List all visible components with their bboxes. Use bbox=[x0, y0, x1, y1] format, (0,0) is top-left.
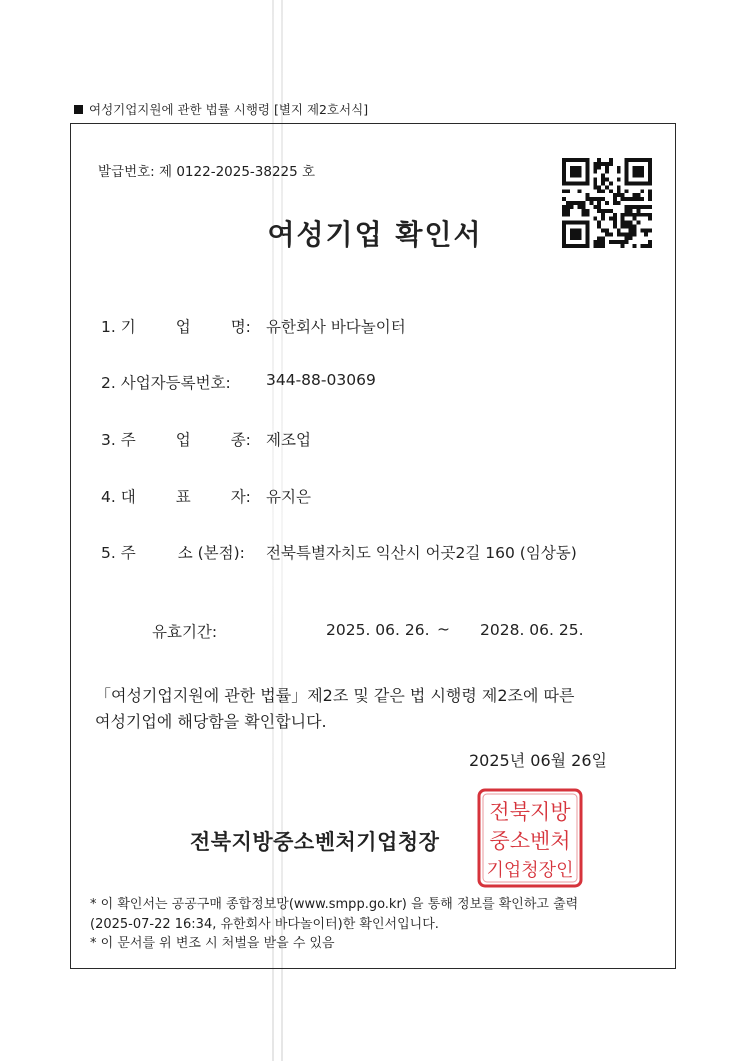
qr-module bbox=[574, 170, 578, 174]
qr-module bbox=[562, 174, 566, 178]
qr-module bbox=[617, 185, 621, 189]
qr-module bbox=[609, 189, 613, 193]
qr-module bbox=[597, 205, 601, 209]
document-title-text: 여성기업 확인서 bbox=[267, 218, 483, 251]
qr-module bbox=[605, 178, 609, 182]
qr-module bbox=[625, 162, 629, 166]
qr-module bbox=[601, 174, 605, 178]
qr-module bbox=[570, 158, 574, 162]
official-seal-icon bbox=[474, 786, 586, 890]
form-reference bbox=[74, 100, 368, 118]
qr-module bbox=[640, 174, 644, 178]
field-label-industry: 3. 주 업 종: bbox=[101, 431, 251, 449]
qr-module bbox=[613, 193, 617, 197]
qr-module bbox=[636, 170, 640, 174]
qr-module bbox=[636, 181, 640, 185]
qr-module bbox=[625, 158, 629, 162]
qr-module bbox=[636, 197, 640, 201]
field-value-company: 유한회사 바다놀이터 bbox=[266, 318, 406, 336]
qr-module bbox=[562, 170, 566, 174]
qr-module bbox=[597, 162, 601, 166]
qr-module bbox=[578, 205, 582, 209]
qr-module bbox=[621, 193, 625, 197]
issue-number: 발급번호: 제 0122-2025-38225 호 bbox=[98, 164, 316, 180]
qr-module bbox=[578, 166, 582, 170]
qr-module bbox=[562, 189, 566, 193]
qr-module bbox=[566, 158, 570, 162]
qr-module bbox=[605, 166, 609, 170]
field-value-industry: 제조업 bbox=[266, 431, 311, 449]
qr-module bbox=[574, 158, 578, 162]
validity-end: 2028. 06. 25. bbox=[480, 621, 584, 639]
qr-module bbox=[605, 185, 609, 189]
qr-module bbox=[640, 181, 644, 185]
qr-module bbox=[593, 170, 597, 174]
qr-module bbox=[640, 189, 644, 193]
qr-module bbox=[585, 197, 589, 201]
square-bullet-icon bbox=[74, 105, 83, 114]
qr-module bbox=[562, 197, 566, 201]
qr-module bbox=[562, 166, 566, 170]
qr-module bbox=[644, 181, 648, 185]
qr-module bbox=[566, 205, 570, 209]
qr-module bbox=[589, 197, 593, 201]
qr-module bbox=[597, 185, 601, 189]
qr-module bbox=[640, 170, 644, 174]
qr-module bbox=[593, 162, 597, 166]
seal-text-line-2: 중소벤처 bbox=[489, 829, 571, 853]
qr-module bbox=[605, 170, 609, 174]
qr-module bbox=[597, 189, 601, 193]
qr-module bbox=[613, 197, 617, 201]
qr-module bbox=[648, 166, 652, 170]
qr-module bbox=[648, 197, 652, 201]
qr-module bbox=[609, 158, 613, 162]
qr-module bbox=[632, 197, 636, 201]
qr-module bbox=[585, 166, 589, 170]
qr-module bbox=[625, 166, 629, 170]
statement-line-2: 여성기업에 해당함을 확인합니다. bbox=[95, 712, 327, 731]
qr-module bbox=[640, 197, 644, 201]
qr-module bbox=[632, 158, 636, 162]
qr-module bbox=[636, 205, 640, 209]
qr-module bbox=[625, 205, 629, 209]
qr-module bbox=[593, 205, 597, 209]
qr-module bbox=[648, 178, 652, 182]
qr-module bbox=[625, 170, 629, 174]
issuing-agency: 전북지방중소벤처기업청장 bbox=[190, 830, 440, 854]
qr-module bbox=[625, 181, 629, 185]
field-value-business-number: 344-88-03069 bbox=[266, 371, 376, 389]
qr-module bbox=[617, 178, 621, 182]
qr-module bbox=[601, 178, 605, 182]
qr-module bbox=[601, 197, 605, 201]
qr-module bbox=[640, 205, 644, 209]
qr-module bbox=[593, 185, 597, 189]
qr-module bbox=[593, 166, 597, 170]
qr-module bbox=[574, 201, 578, 205]
qr-module bbox=[601, 162, 605, 166]
qr-module bbox=[629, 197, 633, 201]
qr-module bbox=[597, 201, 601, 205]
seal-text-line-1: 전북지방 bbox=[489, 800, 571, 824]
qr-module bbox=[593, 181, 597, 185]
issue-date: 2025년 06월 26일 bbox=[469, 751, 607, 770]
qr-module bbox=[574, 181, 578, 185]
qr-module bbox=[597, 166, 601, 170]
qr-module bbox=[648, 193, 652, 197]
qr-module bbox=[562, 181, 566, 185]
qr-module bbox=[578, 181, 582, 185]
qr-module bbox=[585, 158, 589, 162]
qr-module bbox=[589, 201, 593, 205]
qr-module bbox=[570, 201, 574, 205]
qr-module bbox=[644, 205, 648, 209]
qr-module bbox=[617, 166, 621, 170]
qr-module bbox=[617, 193, 621, 197]
qr-module bbox=[582, 181, 586, 185]
validity-start: 2025. 06. 26. bbox=[326, 621, 430, 639]
seal-text-line-3: 기업청장인 bbox=[486, 860, 574, 881]
qr-module bbox=[585, 181, 589, 185]
qr-module bbox=[648, 162, 652, 166]
qr-module bbox=[562, 178, 566, 182]
footnote-line-2: (2025-07-22 16:34, 유한회사 바다놀이터)한 확인서입니다. bbox=[90, 917, 439, 932]
qr-module bbox=[625, 189, 629, 193]
qr-module bbox=[578, 201, 582, 205]
field-label-business-number: 2. 사업자등록번호: bbox=[101, 374, 231, 392]
qr-module bbox=[625, 197, 629, 201]
qr-module bbox=[632, 181, 636, 185]
qr-module bbox=[597, 197, 601, 201]
qr-module bbox=[617, 189, 621, 193]
qr-module bbox=[632, 166, 636, 170]
qr-module bbox=[562, 158, 566, 162]
validity-separator: ~ bbox=[437, 620, 450, 638]
qr-module bbox=[574, 166, 578, 170]
qr-module bbox=[632, 193, 636, 197]
qr-module bbox=[648, 189, 652, 193]
qr-module bbox=[585, 174, 589, 178]
qr-module bbox=[640, 158, 644, 162]
qr-module bbox=[578, 174, 582, 178]
qr-module bbox=[636, 174, 640, 178]
qr-module bbox=[574, 174, 578, 178]
qr-module bbox=[644, 158, 648, 162]
qr-module bbox=[636, 193, 640, 197]
qr-module bbox=[632, 205, 636, 209]
qr-module bbox=[585, 193, 589, 197]
qr-module bbox=[613, 201, 617, 205]
qr-module bbox=[597, 158, 601, 162]
qr-module bbox=[570, 174, 574, 178]
qr-module bbox=[585, 170, 589, 174]
footnote-line-3: * 이 문서를 위 변조 시 처벌을 받을 수 있음 bbox=[90, 936, 335, 951]
qr-module bbox=[570, 170, 574, 174]
field-value-representative: 유지은 bbox=[266, 488, 311, 506]
qr-module bbox=[629, 181, 633, 185]
qr-module bbox=[648, 205, 652, 209]
document-title bbox=[0, 213, 750, 253]
qr-module bbox=[609, 162, 613, 166]
qr-module bbox=[585, 178, 589, 182]
qr-module bbox=[582, 205, 586, 209]
qr-module bbox=[648, 158, 652, 162]
statement-line-1: 「여성기업지원에 관한 법률」제2조 및 같은 법 시행령 제2조에 따른 bbox=[95, 686, 575, 705]
qr-module bbox=[617, 170, 621, 174]
qr-module bbox=[632, 174, 636, 178]
qr-module bbox=[582, 158, 586, 162]
qr-module bbox=[648, 174, 652, 178]
qr-module bbox=[578, 158, 582, 162]
qr-module bbox=[629, 205, 633, 209]
qr-module bbox=[629, 158, 633, 162]
qr-module bbox=[578, 170, 582, 174]
qr-module bbox=[621, 197, 625, 201]
qr-module bbox=[625, 178, 629, 182]
qr-module bbox=[605, 201, 609, 205]
qr-module bbox=[593, 178, 597, 182]
field-label-company: 1. 기 업 명: bbox=[101, 318, 251, 336]
qr-module bbox=[582, 201, 586, 205]
field-value-address: 전북특별자치도 익산시 어곳2길 160 (임상동) bbox=[266, 544, 577, 562]
field-label-address: 5. 주 소 (본점): bbox=[101, 544, 245, 562]
field-label-representative: 4. 대 표 자: bbox=[101, 488, 251, 506]
qr-module bbox=[609, 181, 613, 185]
qr-module bbox=[640, 166, 644, 170]
qr-module bbox=[593, 197, 597, 201]
qr-module bbox=[636, 158, 640, 162]
qr-module bbox=[605, 162, 609, 166]
qr-module bbox=[566, 181, 570, 185]
qr-module bbox=[625, 174, 629, 178]
qr-module bbox=[585, 162, 589, 166]
form-reference-text: 여성기업지원에 관한 법률 시행령 [별지 제2호서식] bbox=[89, 102, 369, 117]
qr-module bbox=[601, 181, 605, 185]
qr-module bbox=[578, 189, 582, 193]
qr-module bbox=[648, 181, 652, 185]
qr-module bbox=[562, 162, 566, 166]
qr-module bbox=[570, 205, 574, 209]
qr-module bbox=[570, 166, 574, 170]
qr-module bbox=[632, 170, 636, 174]
qr-module bbox=[566, 201, 570, 205]
qr-module bbox=[636, 166, 640, 170]
qr-module bbox=[570, 181, 574, 185]
validity-label: 유효기간: bbox=[152, 623, 218, 641]
qr-module bbox=[566, 189, 570, 193]
footnote-line-1: * 이 확인서는 공공구매 종합정보망(www.smpp.go.kr) 을 통해 정보를 확인하고 출력 bbox=[90, 897, 579, 912]
qr-module bbox=[601, 189, 605, 193]
qr-module bbox=[648, 170, 652, 174]
qr-module bbox=[562, 205, 566, 209]
qr-module bbox=[617, 201, 621, 205]
